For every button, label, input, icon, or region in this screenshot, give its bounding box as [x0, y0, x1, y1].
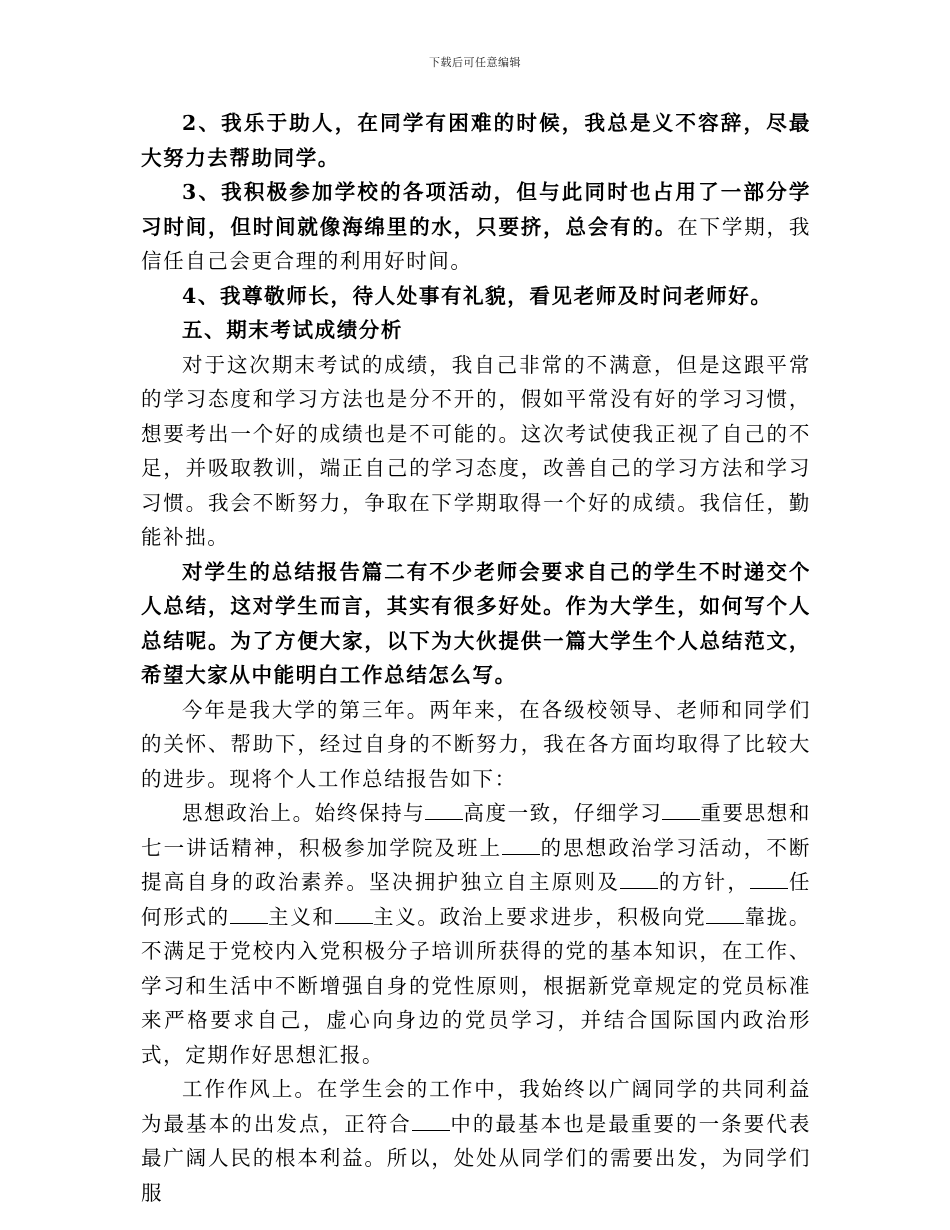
paragraph-third-year: 今年是我大学的第三年。两年来，在各级校领导、老师和同学们的关怀、帮助下，经过自身的不断努力，我在各方面均取得了比较大的进步。现将个人工作总结报告如下： — [141, 697, 811, 791]
political-text-5: 的方针， — [658, 870, 751, 894]
political-text-6: 任何形式的 — [141, 870, 811, 929]
paragraph-school-activities — [141, 175, 811, 279]
political-text-1: 思想政治上。始终保持与 — [182, 801, 426, 825]
page-header-note: 下载后可任意编辑 — [429, 56, 521, 69]
blank-line — [750, 870, 788, 889]
political-text-9: 靠拢。不满足于党校内入党积极分子培训所获得的党的基本知识，在工作、学习和生活中不断增强自身的党性原则，根据新党章规定的党员标准来严格要求自己，虚心向身边的党员学习，并结合国际国内政治形式，定期作好思想汇报。 — [141, 904, 811, 1067]
work-style-text-1: 工作作风上。在学生会的工作中，我始终以广阔同学的共同利益为最基本的出发点，正符合 — [141, 1077, 811, 1136]
blank-line — [502, 836, 540, 855]
blank-line — [620, 870, 658, 889]
work-style-text-2: 中的最基本也是最重要的一条要代表最广阔人民的根本利益。所以，处处从同学们的需要出发，为同学们服 — [141, 1111, 811, 1205]
paragraph-work-style — [141, 1072, 811, 1210]
political-text-3: 重要思想和七一讲话精神，积极参加学院及班上 — [141, 801, 811, 860]
political-text-4: 的思想政治学习活动，不断提高自身的政治素养。坚决拥护独立自主原则及 — [141, 835, 811, 894]
blank-line — [335, 905, 373, 924]
blank-line — [412, 1112, 450, 1131]
political-text-7: 主义和 — [267, 904, 335, 929]
paragraph-helping-classmates: 2、我乐于助人，在同学有困难的时候，我总是义不容辞，尽最大努力去帮助同学。 — [141, 111, 811, 170]
paragraph-summary-intro: 对学生的总结报告篇二有不少老师会要求自己的学生不时递交个人总结，这对学生而言，其实有很多好处。作为大学生，如何写个人总结呢。为了方便大家，以下为大伙提供一篇大学生个人总结范文，希望大家从中能明白工作总结怎么写。 — [141, 559, 811, 687]
blank-line — [230, 905, 268, 924]
blank-line — [662, 801, 700, 820]
paragraph-exam-analysis: 对于这次期末考试的成绩，我自己非常的不满意，但是这跟平常的学习态度和学习方法也是分不开的，假如平常没有好的学习习惯，想要考出一个好的成绩也是不可能的。这次考试使我正视了自己的不足，并吸取教训，端正自己的学习态度，改善自己的学习方法和学习习惯。我会不断努力，争取在下学期取得一个好的成绩。我信任，勤能补拙。 — [141, 352, 811, 549]
blank-line — [425, 801, 463, 820]
school-activities-normal-text: 在下学期，我信任自己会更合理的利用好时间。 — [141, 214, 811, 273]
paragraph-political-thought — [141, 796, 811, 1072]
blank-line — [706, 905, 744, 924]
political-text-8: 主义。政治上要求进步，积极向党 — [372, 904, 707, 929]
school-activities-bold-text: 3、我积极参加学校的各项活动，但与此同时也占用了一部分学习时间，但时间就像海绵里的水，只要挤，总会有的。 — [141, 180, 811, 239]
political-text-2: 高度一致，仔细学习 — [463, 801, 663, 825]
section-heading-exam-analysis: 五、期末考试成绩分析 — [182, 318, 403, 342]
paragraph-respect-teachers: 4、我尊敬师长，待人处事有礼貌，看见老师及时问老师好。 — [182, 283, 773, 308]
document-body — [141, 106, 811, 1210]
